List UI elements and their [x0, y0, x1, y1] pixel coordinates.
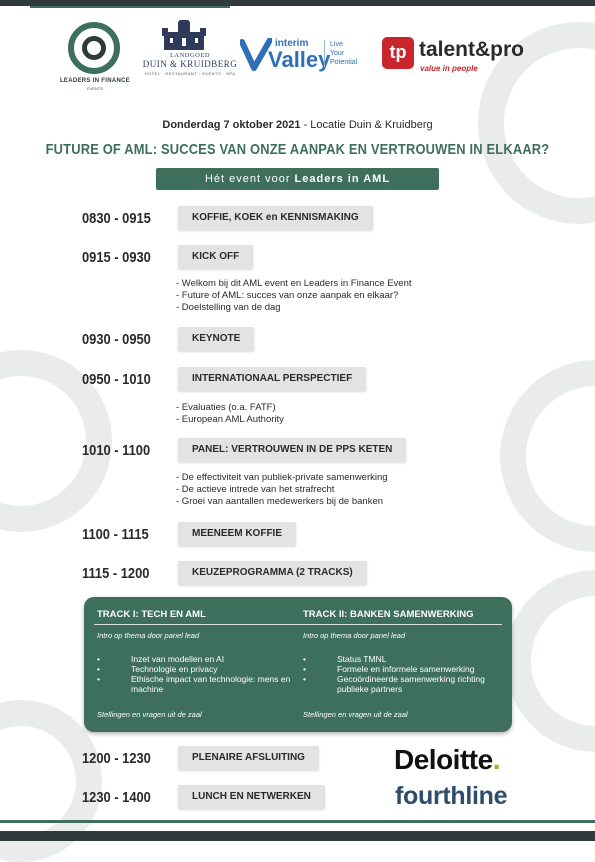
agenda-time: 1115 - 1200 [82, 565, 150, 582]
track-2-intro: Intro op thema door panel lead [303, 631, 406, 640]
talent-pro-logo-name: talent&pro [419, 38, 524, 61]
agenda-time: 1230 - 1400 [82, 789, 151, 806]
track-2-title: TRACK II: BANKEN SAMENWERKING [303, 609, 474, 620]
deloitte-logo-text: Deloitte [394, 744, 493, 775]
bullet-icon: • [303, 674, 306, 684]
agenda-time: 1010 - 1100 [82, 442, 151, 459]
event-location: - Locatie Duin & Kruidberg [300, 119, 433, 131]
agenda-bullet: - European AML Authority [176, 414, 284, 425]
agenda-bullet: - Welkom bij dit AML event en Leaders in Finance Event [176, 278, 412, 289]
leaders-in-finance-logo-name: LEADERS IN FINANCE [59, 78, 131, 84]
track-1-footer: Stellingen en vragen uit de zaal [97, 710, 202, 719]
background-ring-right-mid [500, 360, 595, 552]
list-item: Inzet van modellen en AI [131, 654, 225, 664]
duin-kruidberg-logo-name: DUIN & KRUIDBERG [142, 59, 238, 69]
agenda-time: 1100 - 1115 [82, 526, 149, 543]
leaders-in-finance-logo-sub: EVENTS [86, 86, 103, 91]
agenda-session: MEENEEM KOFFIE [178, 522, 296, 546]
list-item: Gecoördineerde samenwerking richting publieke partners [337, 674, 485, 694]
agenda-session: KEUZEPROGRAMMA (2 TRACKS) [178, 561, 367, 585]
bullet-icon: • [303, 664, 306, 674]
track-1-title: TRACK I: TECH EN AML [97, 609, 206, 620]
agenda-session: KICK OFF [178, 245, 253, 269]
background-ring-right-bottom [505, 570, 595, 752]
track-1-intro: Intro op thema door panel lead [97, 631, 200, 640]
track-1-list [97, 654, 297, 704]
castle-icon [160, 20, 208, 50]
list-item: Ethische impact van technologie: mens en machine [131, 674, 291, 694]
interim-valley-tag-line-1: Live [330, 41, 343, 48]
agenda-bullet: - Doelstelling van de dag [176, 302, 281, 313]
interim-valley-tagline [324, 40, 380, 67]
agenda-bullet: - Evaluaties (o.a. FATF) [176, 402, 276, 413]
talent-pro-logo-icon: tp [382, 37, 414, 69]
duin-kruidberg-logo-sub: HOTEL · RESTAURANT · EVENTS · SPA [144, 71, 236, 76]
agenda-session: PLENAIRE AFSLUITING [178, 746, 319, 770]
agenda-time: 0915 - 0930 [82, 249, 151, 266]
interim-valley-tag-line-3: Potential [330, 59, 358, 66]
agenda-session: KEYNOTE [178, 327, 254, 351]
interim-valley-logo-interim: interim [275, 38, 309, 49]
agenda-session: LUNCH EN NETWERKEN [178, 785, 325, 809]
deloitte-logo [394, 744, 500, 776]
talent-pro-tagline: value in people [420, 64, 478, 73]
interim-valley-tag-line-2: Your [330, 50, 345, 57]
bullet-icon: • [97, 654, 100, 664]
agenda-bullet: - Future of AML: succes van onze aanpak en elkaar? [176, 290, 399, 301]
agenda-time: 0830 - 0915 [82, 210, 151, 227]
bottom-bar [0, 831, 595, 841]
tracks-panel [84, 597, 512, 732]
leaders-in-finance-logo-inner [82, 36, 106, 60]
bottom-accent-line [0, 820, 595, 823]
agenda-bullet: - De actieve intrede van het strafrecht [176, 484, 335, 495]
tagline-prefix: Hét event voor [204, 173, 295, 185]
event-date-bold: Donderdag 7 oktober 2021 [162, 119, 301, 131]
agenda-session: INTERNATIONAAL PERSPECTIEF [178, 367, 366, 391]
event-tagline-banner [156, 168, 439, 190]
track-divider [94, 624, 502, 625]
event-date [0, 119, 595, 131]
list-item: Formele en informele samenwerking [337, 664, 475, 674]
deloitte-logo-dot: . [492, 744, 500, 775]
agenda-time: 0950 - 1010 [82, 371, 151, 388]
tagline-bold: Leaders in AML [294, 173, 391, 185]
bullet-icon: • [97, 674, 100, 684]
agenda-bullet: - Groei van aantallen medewerkers bij de banken [176, 496, 384, 507]
fourthline-logo: fourthline [395, 782, 508, 810]
agenda-time: 0930 - 0950 [82, 331, 151, 348]
interim-valley-logo-valley: Valley [268, 47, 331, 72]
track-2-footer: Stellingen en vragen uit de zaal [303, 710, 408, 719]
top-accent-line [30, 6, 230, 8]
agenda-time: 1200 - 1230 [82, 750, 151, 767]
bullet-icon: • [303, 654, 306, 664]
list-item: Technologie en privacy [131, 664, 218, 674]
agenda-bullet: - De effectiviteit van publiek-private samenwerking [176, 472, 388, 483]
agenda-session: KOFFIE, KOEK en KENNISMAKING [178, 206, 373, 230]
list-item: Status TMNL [337, 654, 387, 664]
agenda-session: PANEL: VERTROUWEN IN DE PPS KETEN [178, 438, 406, 462]
bullet-icon: • [97, 664, 100, 674]
track-2-list [303, 654, 508, 704]
page-title: FUTURE OF AML: SUCCES VAN ONZE AANPAK EN VERTROUWEN IN ELKAAR? [45, 141, 550, 158]
duin-kruidberg-logo-top: LANDGOED [169, 52, 211, 59]
